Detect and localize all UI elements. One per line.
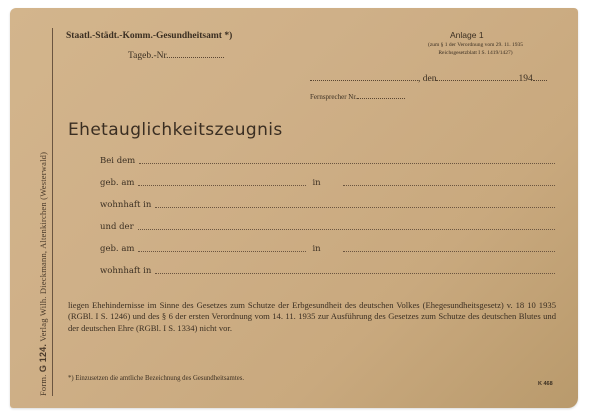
field-label: in: [312, 178, 321, 188]
place-date-line: [310, 74, 547, 84]
anlage-line-2: Reichsgesetzblatt I S. 1419/1427): [438, 49, 513, 56]
phone-label: Fernsprecher Nr.: [310, 93, 358, 101]
certificate-body-text: liegen Ehehindernisse im Sinne des Gesetzes zum Schutze der Erbgesundheit des deutschen Volkes (Ehegesundheitsgesetz) v. 18 10 1935 (RGBl. I S. 1246) und des § 6 der ersten Verordnung vom 14. 11. 1935 zur Ausführung des Gesetzes zum Schutze des deutschen Blutes und der deutschen Ehre (RGBl. I S. 1334) nicht vor.: [68, 300, 556, 333]
page-title: Ehetauglichkeitszeugnis: [68, 120, 283, 140]
field-label: geb. am: [100, 178, 135, 188]
name-1-input[interactable]: [139, 163, 555, 164]
place-input[interactable]: [310, 80, 418, 81]
field-label: wohnhaft in: [100, 266, 152, 276]
anlage-line-1: (zum § 1 der Verordnung vom 29. 11. 1935: [428, 42, 524, 48]
birthdate-2-input[interactable]: [138, 251, 306, 252]
form-prefix: Form.: [38, 374, 48, 396]
footnote: *) Einzusetzen die amtliche Bezeichnung des Gesundheitsamtes.: [68, 375, 245, 382]
name-2-input[interactable]: [138, 229, 555, 230]
residence-2-input[interactable]: [155, 273, 555, 274]
tageb-label: Tageb.-Nr.: [128, 51, 169, 61]
den-label: , den: [418, 74, 437, 84]
field-row-und-der: [100, 220, 555, 232]
publisher-name: Verlag Wilh. Dieckmann, Altenkirchen (Westerwald): [38, 151, 48, 342]
field-row-bei-dem: [100, 154, 555, 166]
field-label: und der: [100, 222, 134, 232]
anlage-title: Anlage 1: [450, 30, 484, 40]
field-row-geb-am-1: [100, 176, 555, 188]
tageb-input[interactable]: [169, 57, 224, 58]
birthplace-1-input[interactable]: [343, 185, 555, 186]
phone-input[interactable]: [357, 98, 405, 99]
certificate-form: [10, 8, 578, 408]
field-row-wohnhaft-1: [100, 198, 555, 210]
anlage-reference: [428, 42, 523, 57]
office-header: Staatl.-Städt.-Komm.-Gesundheitsamt *): [66, 31, 233, 41]
field-label: in: [312, 244, 321, 254]
field-label: geb. am: [100, 244, 135, 254]
birthplace-2-input[interactable]: [343, 251, 555, 252]
field-label: wohnhaft in: [100, 200, 152, 210]
birthdate-1-input[interactable]: [138, 185, 306, 186]
form-number: G 124.: [38, 343, 48, 373]
residence-1-input[interactable]: [155, 207, 555, 208]
margin-rule: [52, 28, 53, 396]
tageb-field[interactable]: [128, 51, 224, 61]
field-row-wohnhaft-2: [100, 264, 555, 276]
field-label: Bei dem: [100, 156, 136, 166]
year-prefix: 194: [518, 74, 533, 84]
phone-field: [310, 93, 405, 101]
publisher-imprint: [38, 152, 48, 396]
date-input[interactable]: [436, 80, 518, 81]
field-row-geb-am-2: [100, 242, 555, 254]
form-code: K 468: [538, 381, 553, 387]
year-input[interactable]: [533, 80, 547, 81]
